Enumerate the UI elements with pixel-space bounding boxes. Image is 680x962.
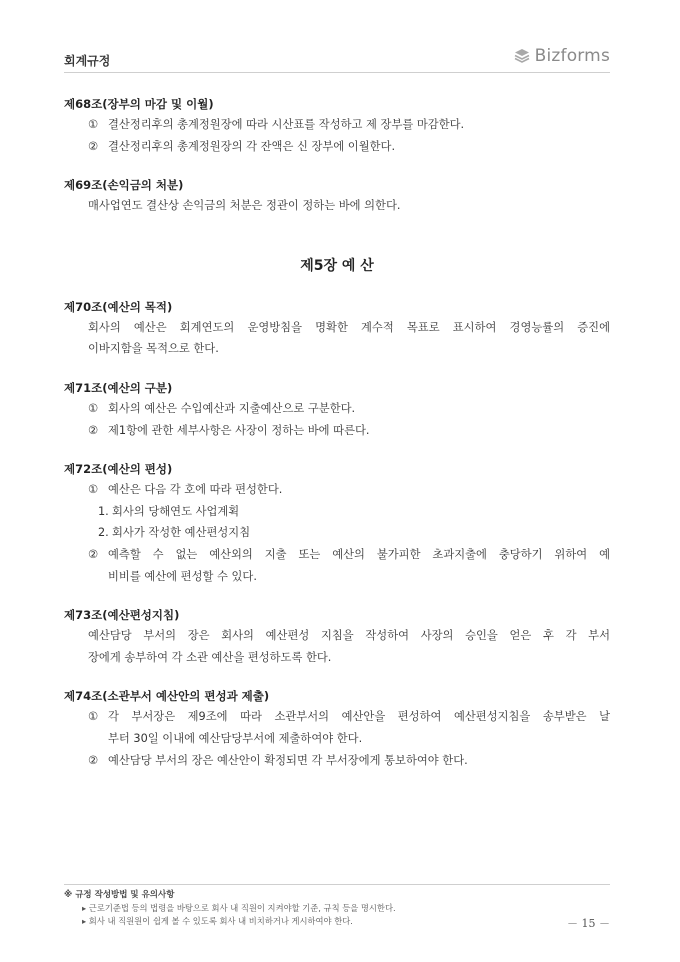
article-72-title: 제72조(예산의 편성) bbox=[64, 462, 173, 477]
footer-note-1: ▸ 근로기준법 등의 법령을 바탕으로 회사 내 직원이 지켜야할 기준, 규칙 등을 명시한다. bbox=[82, 903, 396, 913]
header-title: 회계규정 bbox=[64, 54, 111, 68]
footer-note-2: ▸ 회사 내 직원원이 쉽게 볼 수 있도록 회사 내 비치하거나 게시하여야 한다. bbox=[82, 915, 353, 926]
item-text: 회사의 예산은 수입예산과 지출예산으로 구분한다. bbox=[108, 401, 356, 415]
article-69-title: 제69조(손익금의 처분) bbox=[64, 178, 184, 193]
article-72-item-1 bbox=[64, 479, 610, 501]
article-74-item-1-cont: 부터 30일 이내에 예산담당부서에 제출하여야 한다. bbox=[108, 731, 363, 745]
sub-number: 1. bbox=[98, 504, 109, 518]
page-footer bbox=[64, 884, 610, 930]
document-body bbox=[64, 90, 610, 771]
item-number: ② bbox=[88, 547, 99, 561]
article-70-title: 제70조(예산의 목적) bbox=[64, 299, 173, 314]
item-number: ② bbox=[88, 139, 99, 153]
article-69-body: 매사업연도 결산상 손익금의 처분은 정관이 정하는 바에 의한다. bbox=[88, 199, 401, 213]
article-72-item-2 bbox=[64, 544, 610, 566]
article-71-item-2 bbox=[64, 420, 610, 442]
item-number: ① bbox=[88, 118, 99, 131]
article-71-item-1 bbox=[64, 398, 610, 420]
item-number: ① bbox=[88, 710, 99, 724]
item-number: ② bbox=[88, 423, 99, 437]
article-74-title: 제74조(소관부서 예산안의 편성과 제출) bbox=[64, 689, 270, 704]
item-text: 예산담당 부서의 장은 예산안이 확정되면 각 부서장에게 통보하여야 한다. bbox=[108, 753, 468, 767]
article-73-title: 제73조(예산편성지침) bbox=[64, 608, 180, 623]
article-68-item-2 bbox=[64, 136, 610, 158]
article-70-line-1: 회사의 예산은 회계연도의 운영방침을 명확한 계수적 목표로 표시하여 경영능률의 증진에 bbox=[88, 320, 610, 334]
item-text: 예측할 수 없는 예산외의 지출 또는 예산의 불가피한 초과지출에 충당하기 위하여 예 bbox=[108, 547, 610, 561]
article-73-line-1: 예산담당 부서의 장은 회사의 예산편성 지침을 작성하여 사장의 승인을 얻은 후 각 부서 bbox=[88, 629, 610, 643]
logo-text: Bizforms bbox=[534, 46, 610, 66]
article-74-item-2 bbox=[64, 750, 610, 772]
item-number: ② bbox=[88, 753, 99, 767]
item-number: ① bbox=[88, 401, 99, 415]
article-73-line-2: 장에게 송부하여 각 소관 예산을 편성하도록 한다. bbox=[88, 650, 332, 664]
page-header bbox=[64, 44, 610, 73]
footer-title: ※ 규정 작성방법 및 유의사항 bbox=[64, 890, 175, 900]
sub-text: 회사의 당해연도 사업계획 bbox=[112, 504, 240, 518]
item-text: 결산정리후의 총계정원장의 각 잔액은 신 장부에 이월한다. bbox=[108, 139, 396, 153]
page-number: － 15 － bbox=[567, 917, 610, 930]
article-68-item-1 bbox=[64, 114, 610, 136]
item-text: 각 부서장은 제9조에 따라 소관부서의 예산안을 편성하여 예산편성지침을 송부받은 날 bbox=[108, 710, 610, 724]
article-74-item-1 bbox=[64, 706, 610, 728]
item-number: ① bbox=[88, 483, 99, 497]
article-72-sub-2 bbox=[64, 522, 610, 544]
stack-icon bbox=[514, 48, 530, 64]
sub-text: 회사가 작성한 예산편성지침 bbox=[112, 526, 251, 540]
article-72-sub-1 bbox=[64, 501, 610, 523]
sub-number: 2. bbox=[98, 526, 109, 540]
item-text: 결산정리후의 총계정원장에 따라 시산표를 작성하고 제 장부를 마감한다. bbox=[108, 118, 465, 131]
article-72-item-2-cont: 비비를 예산에 편성할 수 있다. bbox=[108, 569, 257, 583]
chapter-title: 제5장 예 산 bbox=[300, 257, 374, 274]
article-68-title: 제68조(장부의 마감 및 이월) bbox=[64, 97, 214, 111]
bizforms-logo bbox=[514, 46, 610, 66]
article-71-title: 제71조(예산의 구분) bbox=[64, 380, 173, 395]
item-text: 제1항에 관한 세부사항은 사장이 정하는 바에 따른다. bbox=[108, 423, 370, 437]
article-70-line-2: 이바지함을 목적으로 한다. bbox=[88, 342, 219, 356]
item-text: 예산은 다음 각 호에 따라 편성한다. bbox=[108, 483, 283, 497]
